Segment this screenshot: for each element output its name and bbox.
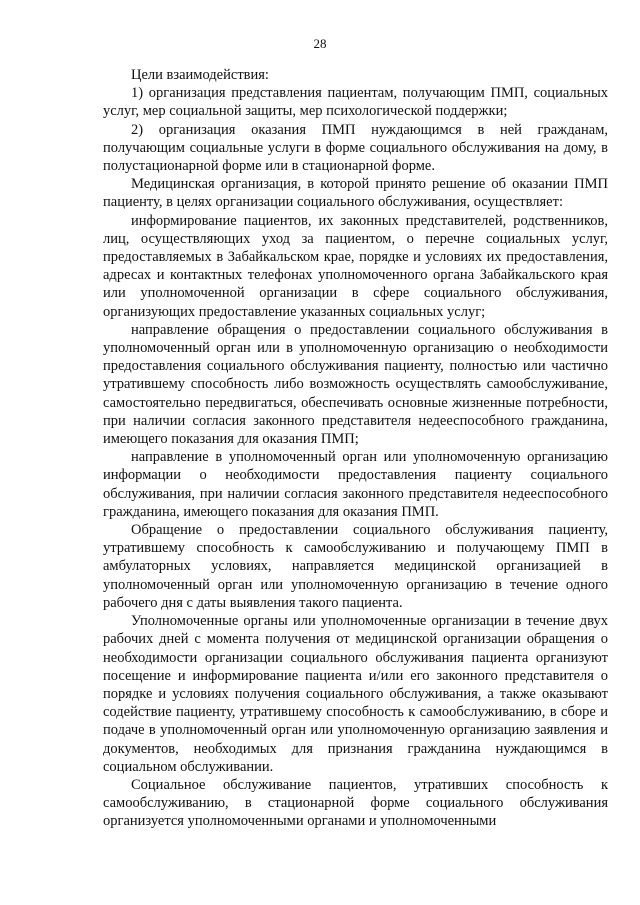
paragraph-medical-org-intro: Медицинская организация, в которой принято решение об оказании ПМП пациенту, в целях организации социального обслуживания, осуществляет:: [103, 176, 608, 211]
paragraph-request-timing: Обращение о предоставлении социального обслуживания пациенту, утратившему способность к самообслуживанию и получающему ПМП в амбулаторных условиях, направляется медицинской организацией в уполномоченный орган или уполномоченную организацию в течение одного рабочего дня с даты выявления такого пациента.: [103, 522, 608, 611]
paragraph-authorized-bodies: Уполномоченные органы или уполномоченные организации в течение двух рабочих дней с момента получения от медицинской организации обращения о необходимости организации социального обслуживания пациента организуют посещение и информирование пациента и/или его законного представителя о порядке и условиях получения социального обслуживания, а также оказывают содействие пациенту, утратившему способность к самообслуживанию, в сборе и подаче в уполномоченный орган или уполномоченную организацию заявления и документов, необходимых для признания гражданина нуждающимся в социальном обслуживании.: [103, 613, 608, 775]
document-body: [103, 66, 608, 831]
paragraph-goals-heading: Цели взаимодействия:: [131, 67, 269, 83]
page-number: 28: [313, 36, 327, 51]
paragraph-referral-info: направление в уполномоченный орган или уполномоченную организацию информации о необходимости предоставления пациенту социального обслуживания, при наличии согласия законного представителя недееспособного гражданина, имеющего показания для оказания ПМП.: [103, 449, 608, 520]
paragraph-social-service: Социальное обслуживание пациентов, утративших способность к самообслуживанию, в стационарной форме социального обслуживания организуется уполномоченными органами и уполномоченными: [103, 776, 608, 830]
paragraph-referral-request: направление обращения о предоставлении социального обслуживания в уполномоченный орган или в уполномоченную организацию о необходимости предоставления социального обслуживания пациенту, полностью или частично утратившему способность либо возможность осуществлять самообслуживание, самостоятельно передвигаться, обеспечивать основные жизненные потребности, при наличии согласия законного представителя недееспособного гражданина, имеющего показания для оказания ПМП;: [103, 321, 608, 448]
paragraph-goal-1: 1) организация представления пациентам, получающим ПМП, социальных услуг, мер социальной защиты, мер психологической поддержки;: [103, 85, 608, 120]
paragraph-informing: информирование пациентов, их законных представителей, родственников, лиц, осуществляющих уход за пациентом, о перечне социальных услуг, предоставляемых в Забайкальском крае, порядке и условиях их предоставления, адресах и контактных телефонах уполномоченного органа Забайкальского края или уполномоченной организации в сфере социального обслуживания, организующих предоставление указанных социальных услуг;: [103, 212, 608, 320]
paragraph-goal-2: 2) организация оказания ПМП нуждающимся в ней гражданам, получающим социальные услуги в форме социального обслуживания на дому, в полустационарной форме или в стационарной форме.: [103, 121, 608, 175]
